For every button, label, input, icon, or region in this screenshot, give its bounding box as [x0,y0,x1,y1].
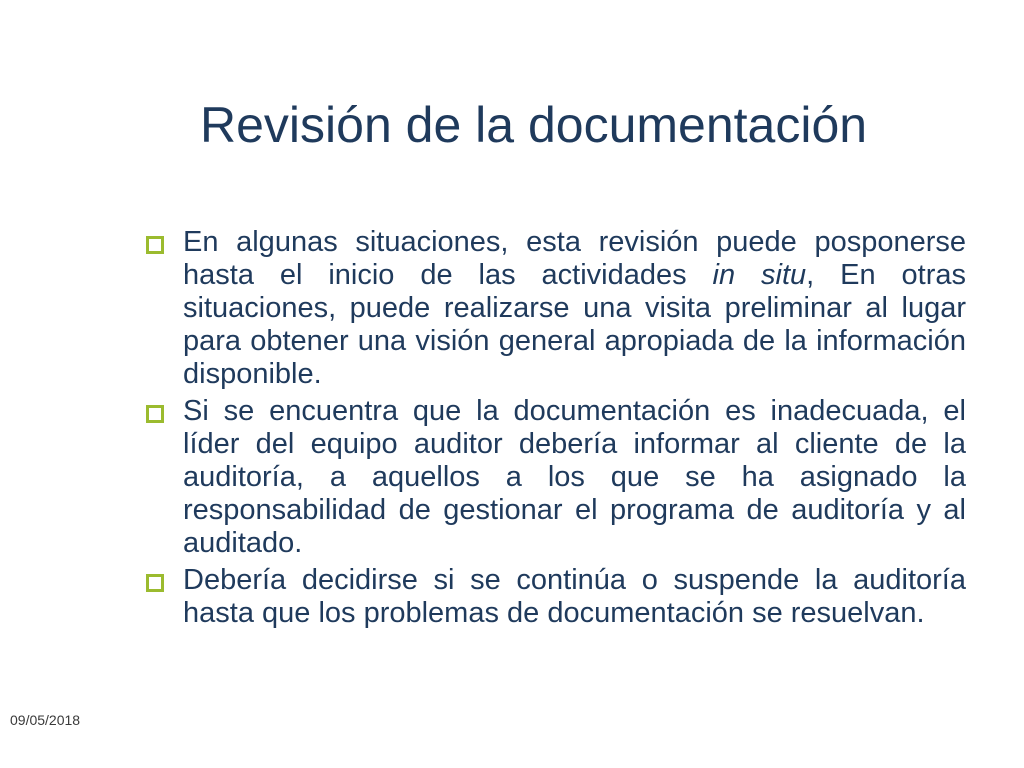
footer-date: 09/05/2018 [10,712,81,728]
bullet-1-italic-term: in situ [712,259,807,291]
bullet-3-text: Debería decidirse si se continúa o suspende la auditoría hasta que los problemas de documentación se resuelvan. [183,564,966,629]
bullet-item-3 [140,564,966,630]
slide-title: Revisión de la documentación [200,97,868,153]
hollow-square-icon [146,574,164,592]
bullet-1-text-start: En algunas situaciones, esta revisión puede posponerse hasta el inicio de las actividades [183,226,966,291]
hollow-square-icon [146,236,164,254]
bullet-list [140,226,966,634]
bullet-1-text-end: , En otras situaciones, puede realizarse una visita preliminar al lugar para obtener una visión general apropiada de la información disponible. [183,259,966,390]
bullet-item-2 [140,395,966,560]
bullet-item-1 [140,226,966,391]
bullet-2-text: Si se encuentra que la documentación es inadecuada, el líder del equipo auditor debería informar al cliente de la auditoría, a aquellos a los que se ha asignado la responsabilidad de gestionar el programa de auditoría y al auditado. [183,395,966,559]
hollow-square-icon [146,405,164,423]
